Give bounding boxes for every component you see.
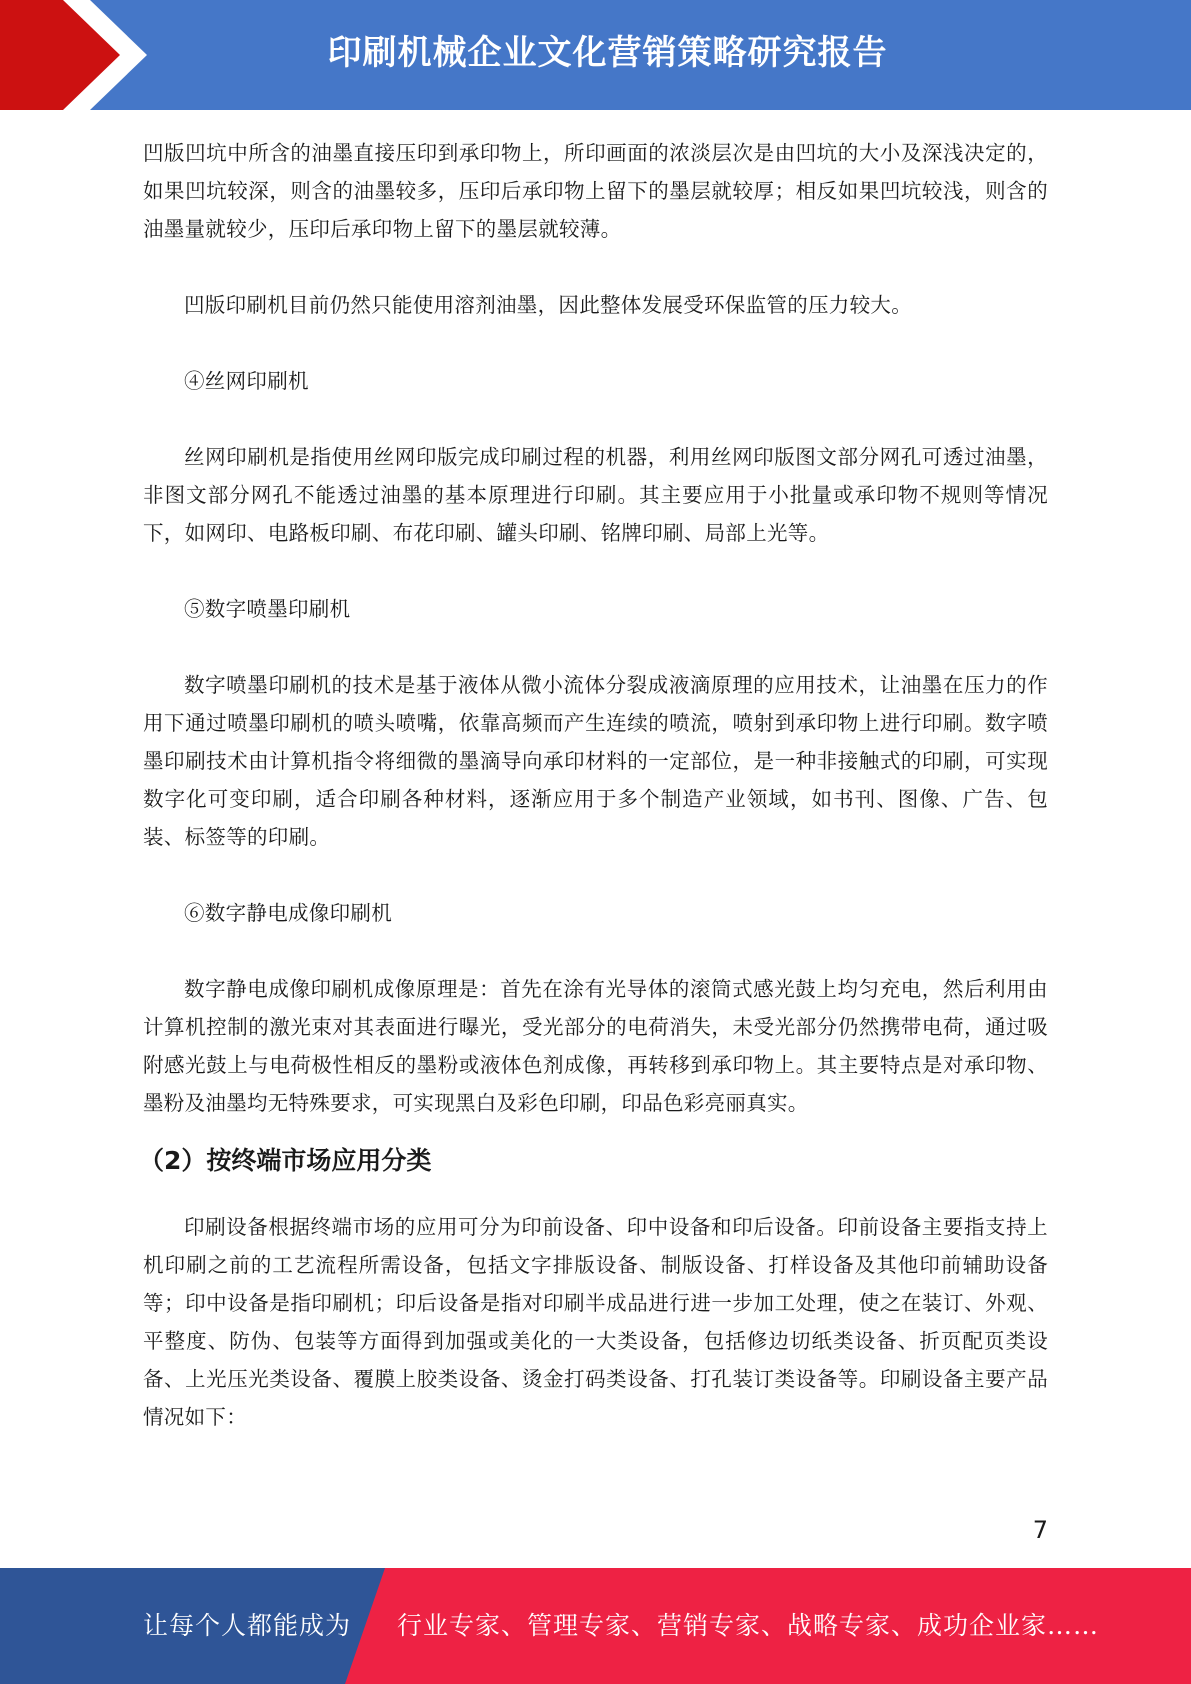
document-body (139, 134, 1048, 1436)
paragraph-gravure-ink: 凹版凹坑中所含的油墨直接压印到承印物上，所印画面的浓淡层次是由凹坑的大小及深浅决定的，如果凹坑较深，则含的油墨较多，压印后承印物上留下的墨层就较厚；相反如果凹坑较浅，则含的油墨量就较少，压印后承印物上留下的墨层就较薄。 (143, 141, 1048, 241)
paragraph-screen-printer: 丝网印刷机是指使用丝网印版完成印刷过程的机器，利用丝网印版图文部分网孔可透过油墨，非图文部分网孔不能透过油墨的基本原理进行印刷。其主要应用于小批量或承印物不规则等情况下，如网印、电路板印刷、布花印刷、罐头印刷、铭牌印刷、局部上光等。 (143, 445, 1048, 545)
footer-slogan-left: 让每个人都能成为 (143, 1611, 352, 1640)
paragraph-electrostatic-printer: 数字静电成像印刷机成像原理是：首先在涂有光导体的滚筒式感光鼓上均匀充电，然后利用由计算机控制的激光束对其表面进行曝光，受光部分的电荷消失，未受光部分仍然携带电荷，通过吸附感光鼓上与电荷极性相反的墨粉或液体色剂成像，再转移到承印物上。其主要特点是对承印物、墨粉及油墨均无特殊要求，可实现黑白及彩色印刷，印品色彩亮丽真实。 (143, 977, 1048, 1115)
section-heading: （2）按终端市场应用分类 (139, 1146, 432, 1175)
paragraph-market-classification: 印刷设备根据终端市场的应用可分为印前设备、印中设备和印后设备。印前设备主要指支持上机印刷之前的工艺流程所需设备，包括文字排版设备、制版设备、打样设备及其他印前辅助设备等；印中设备是指印刷机；印后设备是指对印刷半成品进行进一步加工处理，使之在装订、外观、平整度、防伪、包装等方面得到加强或美化的一大类设备，包括修边切纸类设备、折页配页类设备、上光压光类设备、覆膜上胶类设备、烫金打码类设备、打孔装订类设备等。印刷设备主要产品情况如下： (143, 1215, 1048, 1429)
item-title-inkjet-printer: ⑤数字喷墨印刷机 (184, 597, 351, 621)
page-number: 7 (1032, 1516, 1048, 1544)
page-header (0, 0, 1191, 110)
paragraph-gravure-solvent: 凹版印刷机目前仍然只能使用溶剂油墨，因此整体发展受环保监管的压力较大。 (184, 293, 912, 317)
footer-slogan-right: 行业专家、管理专家、营销专家、战略专家、成功企业家…… (397, 1611, 1100, 1640)
item-title-electrostatic-printer: ⑥数字静电成像印刷机 (184, 901, 392, 925)
item-title-screen-printer: ④丝网印刷机 (184, 369, 309, 393)
page-footer (0, 1568, 1191, 1684)
paragraph-inkjet-printer: 数字喷墨印刷机的技术是基于液体从微小流体分裂成液滴原理的应用技术，让油墨在压力的作用下通过喷墨印刷机的喷头喷嘴，依靠高频而产生连续的喷流，喷射到承印物上进行印刷。数字喷墨印刷技术由计算机指令将细微的墨滴导向承印材料的一定部位，是一种非接触式的印刷，可实现数字化可变印刷，适合印刷各种材料，逐渐应用于多个制造产业领域，如书刊、图像、广告、包装、标签等的印刷。 (143, 673, 1048, 849)
report-title: 印刷机械企业文化营销策略研究报告 (327, 33, 888, 73)
